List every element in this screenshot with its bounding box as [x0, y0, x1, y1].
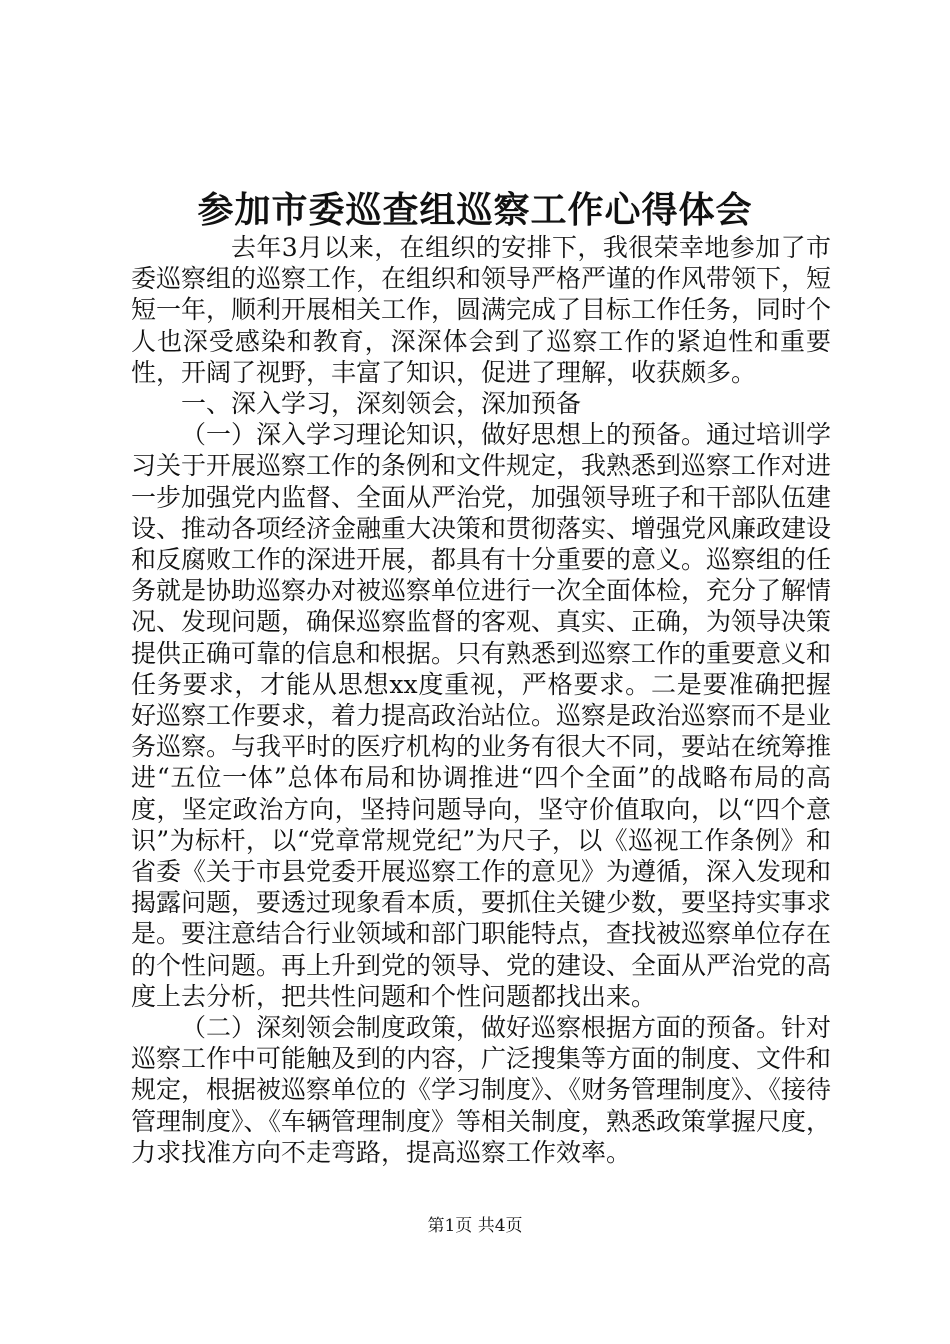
document-title: 参加市委巡查组巡察工作心得体会 — [197, 189, 753, 231]
paragraph-subsection-2: （二）深刻领会制度政策，做好巡察根据方面的预备。针对巡察工作中可能触及到的内容，广泛搜集等方面的制度、文件和规定，根据被巡察单位的《学习制度》、《财务管理制度》、《接待管理制度》、《车辆管理制度》等相关制度，熟悉政策掌握尺度，力求找准方向不走弯路，提高巡察工作效率。 — [131, 1013, 832, 1167]
paragraph-intro: 去年3月以来，在组织的安排下，我很荣幸地参加了市委巡察组的巡察工作，在组织和领导严格严谨的作风带领下，短短一年，顺利开展相关工作，圆满完成了目标工作任务，同时个人也深受感染和教育，深深体会到了巡察工作的紧迫性和重要性，开阔了视野，丰富了知识，促进了理解，收获颇多。 — [131, 233, 832, 387]
paragraph-subsection-1: （一）深入学习理论知识，做好思想上的预备。通过培训学习关于开展巡察工作的条例和文件规定，我熟悉到巡察工作对进一步加强党内监督、全面从严治党，加强领导班子和干部队伍建设、推动各项经济金融重大决策和贯彻落实、增强党风廉政建设和反腐败工作的深进开展，都具有十分重要的意义。巡察组的任务就是协助巡察办对被巡察单位进行一次全面体检，充分了解情况、发现问题，确保巡察监督的客观、真实、正确，为领导决策提供正确可靠的信息和根据。只有熟悉到巡察工作的重要意义和任务要求，才能从思想xx度重视，严格要求。二是要准确把握好巡察工作要求，着力提高政治站位。巡察是政治巡察而不是业务巡察。与我平时的医疗机构的业务有很大不同，要站在统筹推进“五位一体”总体布局和协调推进“四个全面”的战略布局的高度，坚定政治方向，坚持问题导向，坚守价值取向，以“四个意识”为标杆，以“党章常规党纪”为尺子，以《巡视工作条例》和省委《关于市县党委开展巡察工作的意见》为遵循，深入发现和揭露问题，要透过现象看本质，要抓住关键少数，要坚持实事求是。要注意结合行业领域和部门职能特点，查找被巡察单位存在的个性问题。再上升到党的领导、党的建设、全面从严治党的高度上去分析，把共性问题和个性问题都找出来。 — [131, 420, 832, 1011]
document-body — [131, 232, 831, 1168]
section-heading-1: 一、深入学习，深刻领会，深加预备 — [181, 389, 582, 419]
page-number-footer: 第1页 共4页 — [427, 1216, 523, 1236]
